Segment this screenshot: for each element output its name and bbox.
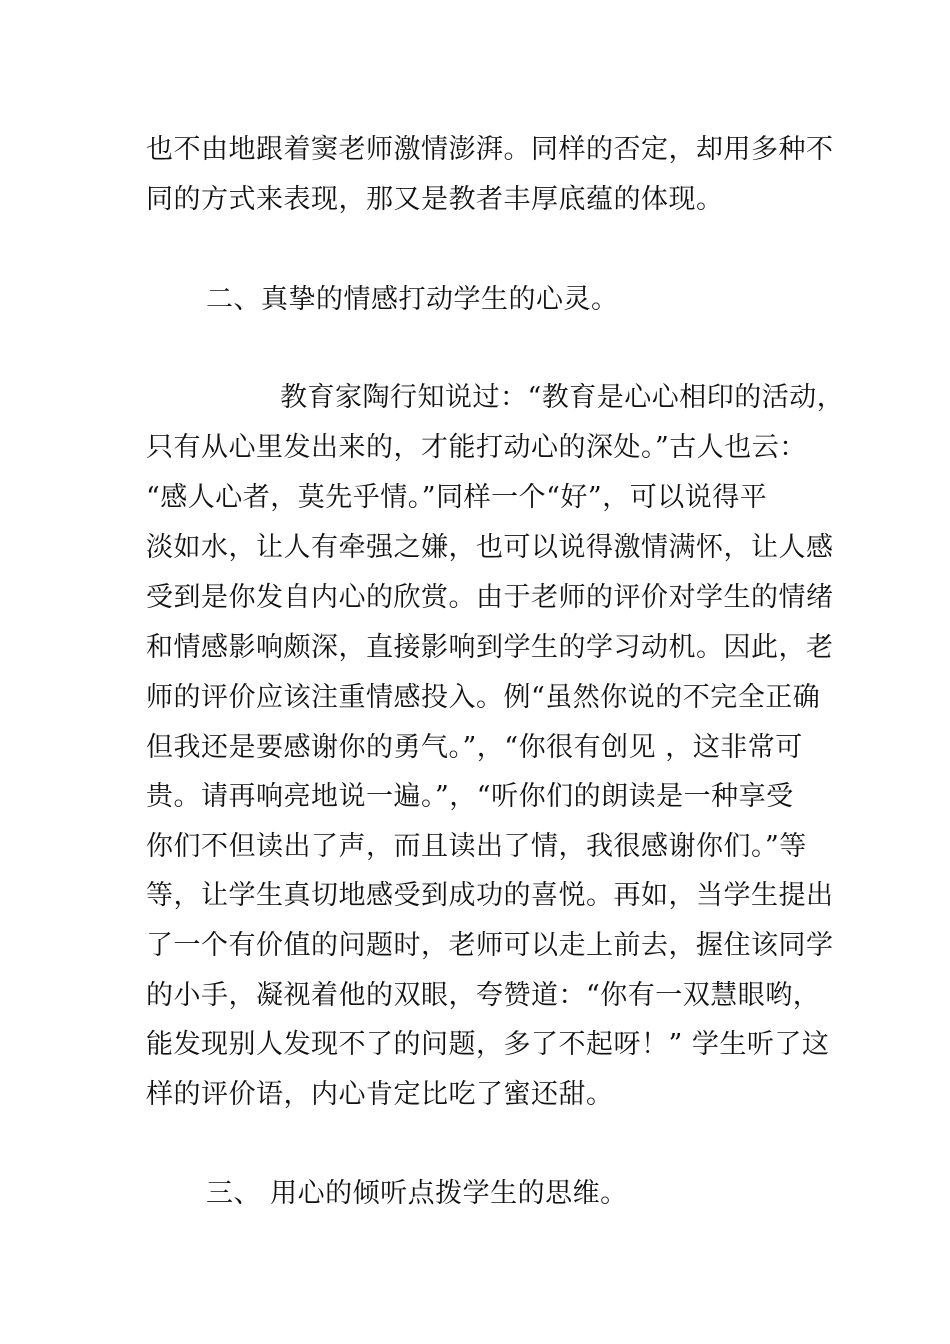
paragraph-line: 你们不但读出了声，而且读出了情，我很感谢你们。”等 [146,831,807,862]
paragraph-line: 和情感影响颇深，直接影响到学生的学习动机。因此，老 [146,632,834,663]
paragraph-line: 但我还是要感谢你的勇气。”，“你很有创见 ，这非常可 [146,732,803,763]
paragraph-line: 也不由地跟着窦老师激情澎湃。同样的否定，却用多种不 [146,134,834,165]
paragraph-line: 淡如水，让人有牵强之嫌，也可以说得激情满怀，让人感 [146,532,834,563]
paragraph-line: 贵。请再响亮地说一遍。”，“听你们的朗读是一种享受 [146,781,794,812]
paragraph-line: 了一个有价值的问题时，老师可以走上前去，握住该同学 [146,930,834,961]
paragraph-line: 同的方式来表现，那又是教者丰厚底蕴的体现。 [146,184,724,215]
paragraph-line: “感人心者，莫先乎情。”同样一个“好”，可以说得平 [146,482,768,513]
paragraph-line: 等，让学生真切地感受到成功的喜悦。再如，当学生提出 [146,880,834,911]
section-heading: 三、 用心的倾听点拨学生的思维。 [206,1178,628,1209]
paragraph-line: 教育家陶行知说过：“教育是心心相印的活动， [280,382,845,413]
paragraph-line: 的小手，凝视着他的双眼，夸赞道：“你有一双慧眼哟， [146,980,821,1011]
paragraph-line: 受到是你发自内心的欣赏。由于老师的评价对学生的情绪 [146,582,834,613]
section-heading: 二、真挚的情感打动学生的心灵。 [206,284,619,315]
paragraph-line: 只有从心里发出来的，才能打动心的深处。”古人也云： [146,432,807,463]
paragraph-line: 样的评价语，内心肯定比吃了蜜还甜。 [146,1079,614,1110]
paragraph-line: 师的评价应该注重情感投入。例“虽然你说的不完全正确 [146,682,821,713]
paragraph-line: 能发现别人发现不了的问题，多了不起呀！” 学生听了这 [146,1029,830,1060]
